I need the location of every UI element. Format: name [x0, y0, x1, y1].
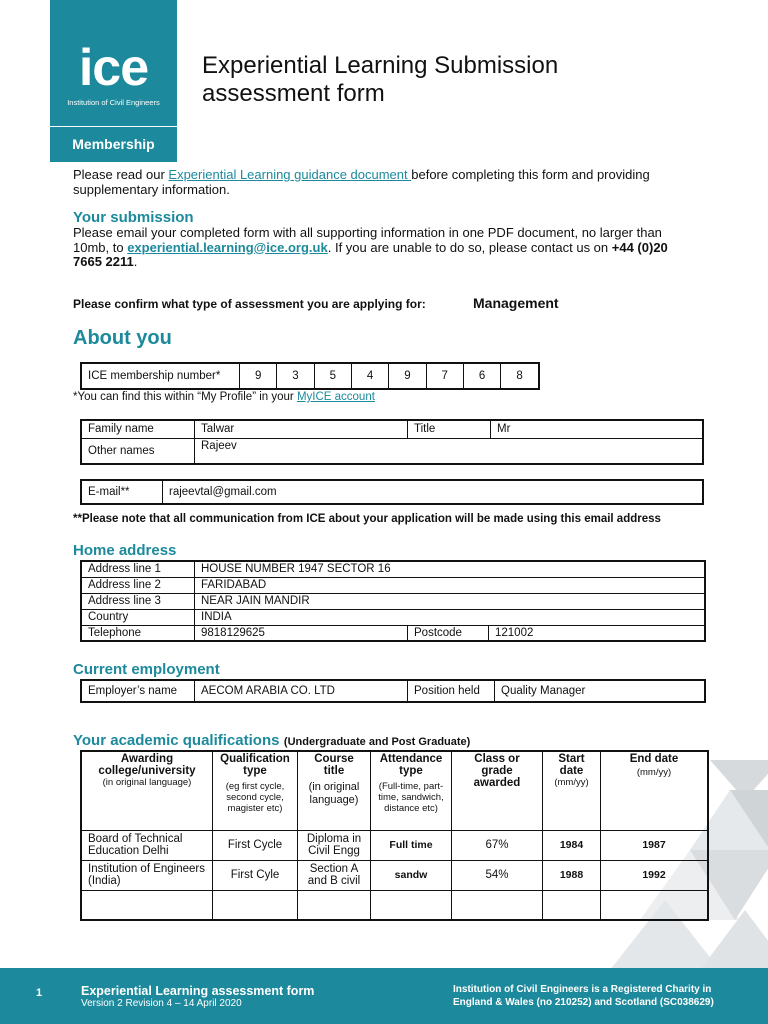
- membership-digit[interactable]: 7: [426, 363, 463, 389]
- address-line-2-label: Address line 2: [81, 577, 195, 593]
- country-value[interactable]: INDIA: [195, 609, 706, 625]
- submission-heading: Your submission: [73, 209, 194, 226]
- college-cell[interactable]: [81, 890, 213, 920]
- grade-cell[interactable]: 67%: [452, 830, 543, 860]
- submission-phone-a: +44 (0)20: [611, 239, 668, 255]
- grade-cell[interactable]: [452, 890, 543, 920]
- names-table: [80, 419, 704, 465]
- footer-title: Experiential Learning assessment form: [81, 984, 315, 998]
- other-names-label: Other names: [81, 438, 195, 464]
- email-table: [80, 479, 704, 505]
- course-title-cell[interactable]: [298, 890, 371, 920]
- about-you-heading: About you: [73, 327, 172, 349]
- academic-heading: Your academic qualifications: [73, 732, 280, 749]
- academic-heading-row: [73, 732, 470, 750]
- qualification-type-cell[interactable]: [213, 890, 298, 920]
- myice-note: [73, 391, 375, 403]
- position-held-label: Position held: [408, 680, 495, 702]
- table-row: [81, 830, 708, 860]
- logo-section: Membership: [72, 136, 155, 152]
- logo-divider: [50, 126, 177, 127]
- table-row: [81, 890, 708, 920]
- header-qualification-type: Qualification type (eg first cycle, second cycle, magister etc): [213, 751, 298, 830]
- course-title-cell[interactable]: Section A and B civil: [298, 860, 371, 890]
- start-date-cell[interactable]: 1984: [543, 830, 601, 860]
- telephone-value[interactable]: 9818129625: [195, 625, 408, 641]
- employer-name-value[interactable]: AECOM ARABIA CO. LTD: [195, 680, 408, 702]
- course-title-cell[interactable]: Diploma in Civil Engg: [298, 830, 371, 860]
- address-line-3-label: Address line 3: [81, 593, 195, 609]
- header-attendance-type: Attendance type (Full-time, part-time, sandwich, distance etc): [371, 751, 452, 830]
- footer-version: Version 2 Revision 4 – 14 April 2020: [81, 998, 242, 1009]
- membership-digit[interactable]: 6: [463, 363, 500, 389]
- membership-digit[interactable]: 3: [277, 363, 314, 389]
- college-cell[interactable]: Board of Technical Education Delhi: [81, 830, 213, 860]
- header-start-date: Start date (mm/yy): [543, 751, 601, 830]
- academic-qualifications-table: [80, 750, 709, 921]
- logo-subtitle: Institution of Civil Engineers: [67, 98, 160, 107]
- family-name-label: Family name: [81, 420, 195, 438]
- logo-brand: ice: [78, 39, 149, 97]
- page-number: 1: [36, 987, 43, 999]
- position-held-value[interactable]: Quality Manager: [495, 680, 706, 702]
- current-employment-heading: Current employment: [73, 661, 220, 678]
- address-line-2-value[interactable]: FARIDABAD: [195, 577, 706, 593]
- address-line-1-label: Address line 1: [81, 561, 195, 577]
- intro-before: Please read our: [73, 167, 169, 182]
- address-line-3-value[interactable]: NEAR JAIN MANDIR: [195, 593, 706, 609]
- page-footer: [0, 968, 768, 1024]
- document-title: [202, 52, 558, 108]
- start-date-cell[interactable]: [543, 890, 601, 920]
- email-note: **Please note that all communication from ICE about your application will be made using this email address: [73, 513, 661, 525]
- membership-digit[interactable]: 5: [314, 363, 351, 389]
- submission-line-2-after: . If you are unable to do so, please contact us on: [327, 239, 612, 255]
- title-line-1: Experiential Learning Submission: [202, 52, 559, 79]
- guidance-document-link[interactable]: Experiential Learning guidance document: [168, 167, 412, 182]
- postcode-label: Postcode: [408, 625, 489, 641]
- header-course-title: Course title (in original language): [298, 751, 371, 830]
- home-address-heading: Home address: [73, 542, 177, 559]
- email-label: E-mail**: [81, 480, 163, 504]
- assessment-type-value[interactable]: Management: [473, 295, 559, 311]
- qualification-type-cell[interactable]: First Cycle: [213, 830, 298, 860]
- submission-line-1: Please email your completed form with all supporting information in one PDF document, no larger than: [73, 225, 662, 240]
- email-value[interactable]: rajeevtal@gmail.com: [163, 480, 704, 504]
- academic-subheading: (Undergraduate and Post Graduate): [283, 736, 471, 748]
- employment-table: [80, 679, 706, 703]
- country-label: Country: [81, 609, 195, 625]
- footer-charity: [453, 983, 714, 1009]
- submission-email-link[interactable]: experiential.learning@ice.org.uk: [127, 239, 328, 255]
- employer-name-label: Employer’s name: [81, 680, 195, 702]
- grade-cell[interactable]: 54%: [452, 860, 543, 890]
- myice-account-link[interactable]: MyICE account: [296, 391, 375, 403]
- address-line-1-value[interactable]: HOUSE NUMBER 1947 SECTOR 16: [195, 561, 706, 577]
- membership-digit[interactable]: 4: [351, 363, 388, 389]
- header-awarding-college: Awarding college/university (in original language): [81, 751, 213, 830]
- submission-paragraph: [73, 226, 713, 270]
- table-row: [81, 860, 708, 890]
- membership-number-label: ICE membership number*: [81, 363, 240, 389]
- title-value[interactable]: Mr: [491, 420, 704, 438]
- telephone-label: Telephone: [81, 625, 195, 641]
- footer-charity-line-2: England & Wales (no 210252) and Scotland (SC038629): [453, 997, 714, 1008]
- submission-phone-b: 7665 2211: [73, 254, 134, 269]
- end-date-cell[interactable]: [601, 890, 709, 920]
- end-date-cell[interactable]: 1992: [601, 860, 709, 890]
- membership-number-table: [80, 362, 540, 390]
- title-label: Title: [408, 420, 491, 438]
- attendance-type-cell[interactable]: Full time: [371, 830, 452, 860]
- intro-paragraph: [73, 168, 713, 197]
- membership-digit[interactable]: 9: [240, 363, 277, 389]
- postcode-value[interactable]: 121002: [489, 625, 706, 641]
- attendance-type-cell[interactable]: sandw: [371, 860, 452, 890]
- header-class-grade: Class or grade awarded: [452, 751, 543, 830]
- footer-charity-line-1: Institution of Civil Engineers is a Registered Charity in: [453, 984, 712, 995]
- family-name-value[interactable]: Talwar: [195, 420, 408, 438]
- membership-digit[interactable]: 8: [501, 363, 539, 389]
- title-line-2: assessment form: [202, 80, 385, 107]
- myice-note-text: *You can find this within “My Profile” in your: [73, 391, 297, 403]
- intro-after: before completing this form and providing: [411, 167, 650, 182]
- qualification-type-cell[interactable]: First Cyle: [213, 860, 298, 890]
- ice-logo: [50, 0, 177, 162]
- home-address-table: [80, 560, 706, 642]
- intro-line-2: supplementary information.: [73, 181, 230, 197]
- membership-digit[interactable]: 9: [389, 363, 426, 389]
- header-end-date: End date (mm/yy): [601, 751, 709, 830]
- college-cell[interactable]: Institution of Engineers (India): [81, 860, 213, 890]
- submission-period: .: [133, 254, 138, 269]
- end-date-cell[interactable]: 1987: [601, 830, 709, 860]
- other-names-value[interactable]: Rajeev: [195, 438, 704, 464]
- start-date-cell[interactable]: 1988: [543, 860, 601, 890]
- attendance-type-cell[interactable]: [371, 890, 452, 920]
- submission-line-2-before: 10mb, to: [73, 239, 128, 255]
- assessment-type-label: Please confirm what type of assessment you are applying for:: [73, 297, 426, 311]
